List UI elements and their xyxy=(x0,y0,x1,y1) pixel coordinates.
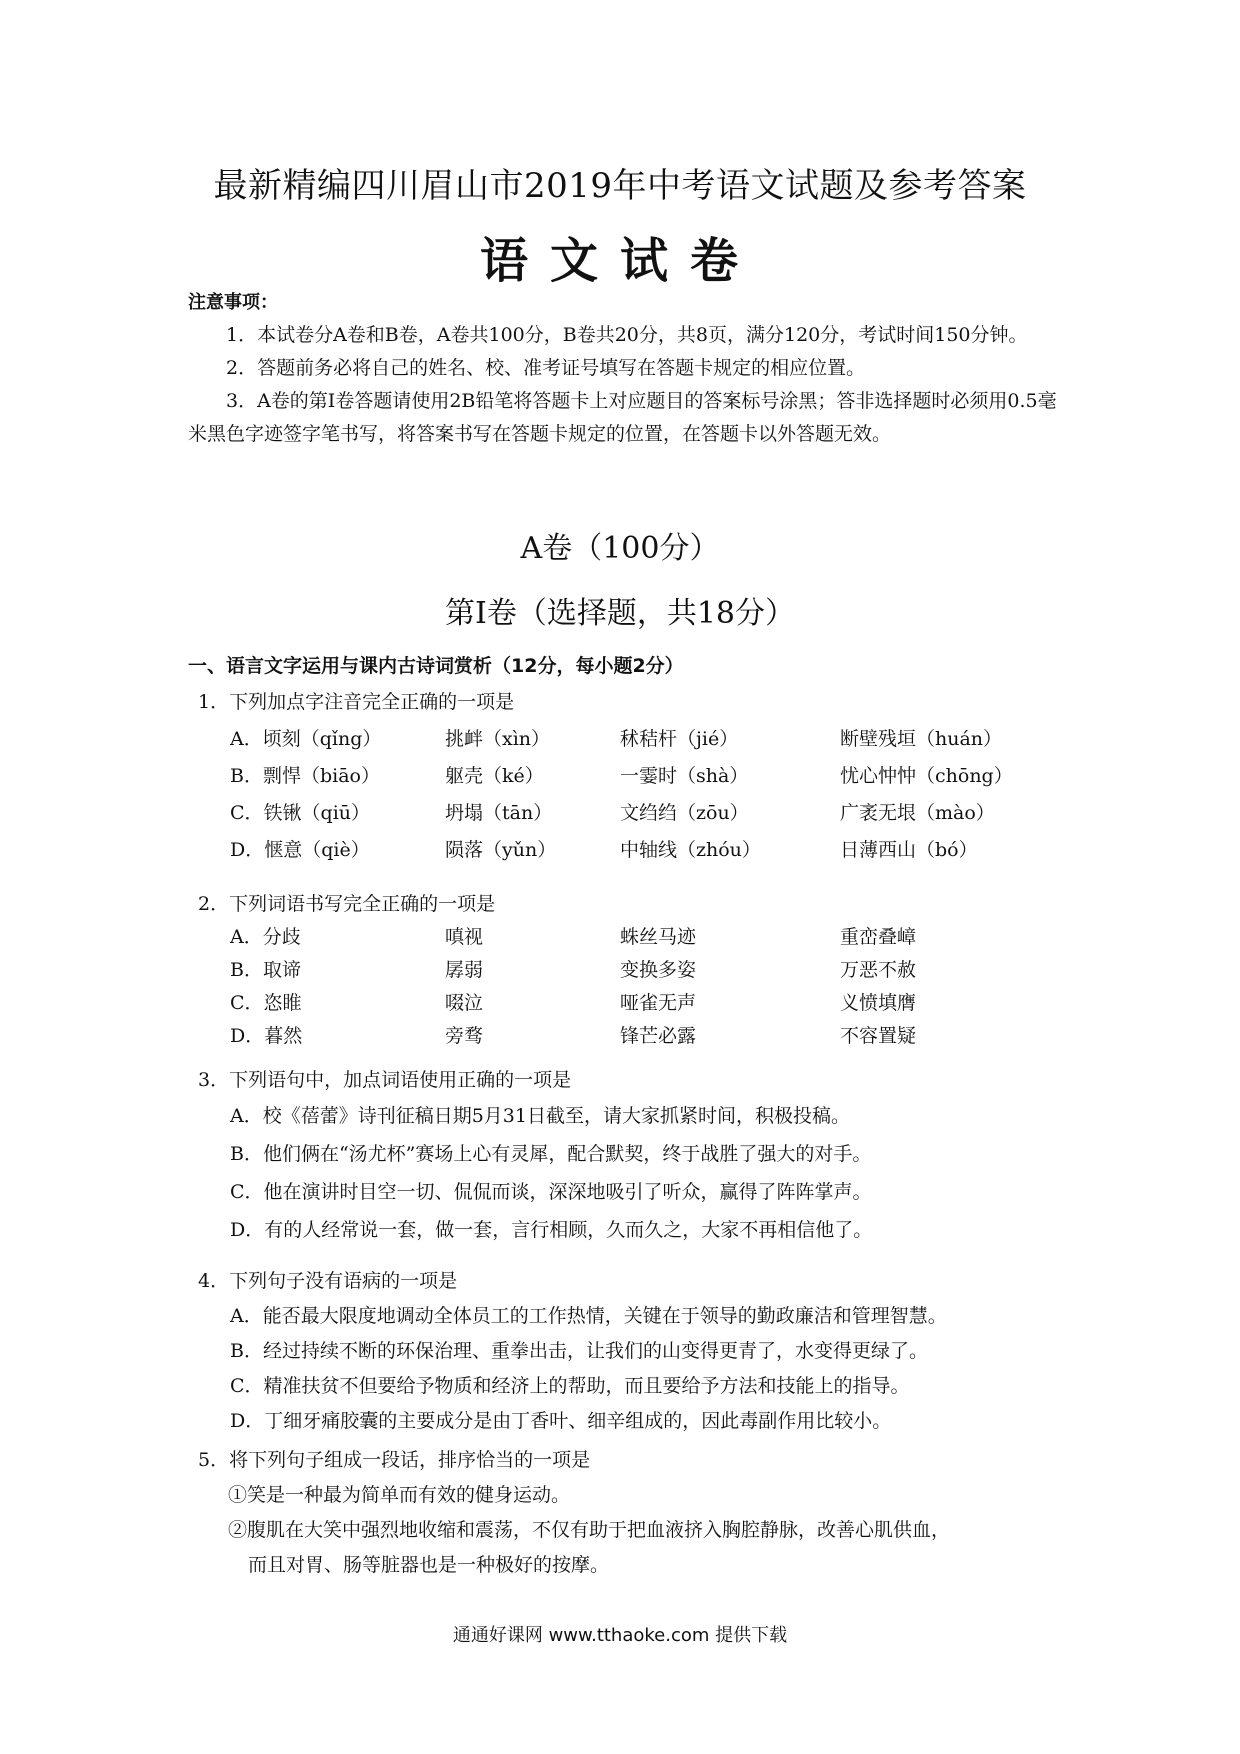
option-cell: C．恣睢 xyxy=(230,992,302,1014)
note-item: 2．答题前务必将自己的姓名、校、准考证号填写在答题卡规定的相应位置。 xyxy=(226,357,866,379)
option-sentence: B．他们俩在“汤尤杯”赛场上心有灵犀，配合默契，终于战胜了强大的对手。 xyxy=(230,1143,872,1165)
paper-title: 语文试卷 xyxy=(479,233,760,289)
option-cell: 义愤填膺 xyxy=(840,992,917,1014)
option-cell: 躯壳（ké） xyxy=(445,765,544,787)
part-one-title: 第Ⅰ卷（选择题，共18分） xyxy=(444,596,796,631)
option-cell: 哑雀无声 xyxy=(620,992,697,1014)
sentence-item: ②腹肌在大笑中强烈地收缩和震荡，不仅有助于把血液挤入胸腔静脉，改善心肌供血， xyxy=(228,1519,951,1541)
question-stem: 5．将下列句子组成一段话，排序恰当的一项是 xyxy=(198,1449,591,1471)
option-cell: 日薄西山（bó） xyxy=(840,839,978,861)
question-stem: 4．下列句子没有语病的一项是 xyxy=(198,1270,458,1292)
document-title: 最新精编四川眉山市2019年中考语文试题及参考答案 xyxy=(213,166,1027,206)
option-cell: 忧心忡忡（chōng） xyxy=(840,765,1013,787)
note-item: 1．本试卷分A卷和B卷，A卷共100分，B卷共20分，共8页，满分120分，考试时间150分钟。 xyxy=(226,324,1028,346)
notes-list xyxy=(188,319,1058,451)
option-cell: 旁骛 xyxy=(445,1025,484,1047)
option-cell: A．顷刻（qǐng） xyxy=(230,728,382,750)
option-sentence: C．精准扶贫不但要给予物质和经济上的帮助，而且要给予方法和技能上的指导。 xyxy=(230,1375,910,1397)
option-sentence: D．丁细牙痛胶囊的主要成分是由丁香叶、细辛组成的，因此毒副作用比较小。 xyxy=(230,1410,892,1432)
question-2 xyxy=(188,888,1058,1053)
option-cell: 万恶不赦 xyxy=(840,959,917,981)
option-cell: 挑衅（xìn） xyxy=(445,728,551,750)
option-cell: 蛛丝马迹 xyxy=(620,926,697,948)
option-cell: C．铁锹（qiū） xyxy=(230,802,371,824)
question-stem: 2．下列词语书写完全正确的一项是 xyxy=(198,893,496,915)
option-cell: 陨落（yǔn） xyxy=(445,839,557,861)
question-5 xyxy=(188,1443,1058,1583)
option-cell: 广袤无垠（mào） xyxy=(840,802,995,824)
option-cell: B．剽悍（biāo） xyxy=(230,765,380,787)
option-cell: A．分歧 xyxy=(230,926,301,948)
option-cell: 嗔视 xyxy=(445,926,484,948)
option-cell: 锋芒必露 xyxy=(620,1025,697,1047)
option-sentence: C．他在演讲时目空一切、侃侃而谈，深深地吸引了听众，赢得了阵阵掌声。 xyxy=(230,1181,872,1203)
sentence-item-continuation: 而且对胃、肠等脏器也是一种极好的按摩。 xyxy=(248,1554,610,1576)
section-a-title: A卷（100分） xyxy=(520,531,720,566)
part-one-heading: 一、语言文字运用与课内古诗词赏析（12分，每小题2分） xyxy=(188,655,684,677)
option-grid xyxy=(230,921,1058,1053)
option-cell: 断壁残垣（huán） xyxy=(840,728,1003,750)
option-cell: 一霎时（shà） xyxy=(620,765,749,787)
option-sentence: A．能否最大限度地调动全体员工的工作热情，关键在于领导的勤政廉洁和管理智慧。 xyxy=(230,1305,947,1327)
option-cell: 啜泣 xyxy=(445,992,484,1014)
option-cell: 孱弱 xyxy=(445,959,484,981)
note-item: 3．A卷的第Ⅰ卷答题请使用2B铅笔将答题卡上对应题目的答案标号涂黑；答非选择题时必须用0.5毫米黑色字迹签字笔书写，将答案书写在答题卡规定的位置，在答题卡以外答题无效。 xyxy=(188,390,1057,445)
option-cell: D．暮然 xyxy=(230,1025,303,1047)
option-cell: 文绉绉（zōu） xyxy=(620,802,749,824)
page-footer: 通通好课网 www.tthaoke.com 提供下载 xyxy=(452,1625,788,1646)
option-cell: 不容置疑 xyxy=(840,1025,917,1047)
option-cell: 秫秸杆（jié） xyxy=(620,728,739,750)
option-cell: 中轴线（zhóu） xyxy=(620,839,761,861)
question-4 xyxy=(188,1264,1058,1439)
sentence-item: ①笑是一种最为简单而有效的健身运动。 xyxy=(228,1484,571,1506)
option-cell: B．取谛 xyxy=(230,959,301,981)
option-sentence: A．校《蓓蕾》诗刊征稿日期5月31日截至，请大家抓紧时间，积极投稿。 xyxy=(230,1105,850,1127)
option-cell: 变换多姿 xyxy=(620,959,697,981)
question-3 xyxy=(188,1064,1058,1249)
question-1 xyxy=(188,686,1058,867)
option-sentence: D．有的人经常说一套，做一套，言行相顾，久而久之，大家不再相信他了。 xyxy=(230,1219,873,1241)
notes-title: 注意事项： xyxy=(188,292,278,313)
option-sentence: B．经过持续不断的环保治理、重拳出击，让我们的山变得更青了，水变得更绿了。 xyxy=(230,1340,928,1362)
option-cell: 坍塌（tān） xyxy=(445,802,553,824)
option-cell: 重峦叠嶂 xyxy=(840,926,917,948)
question-stem: 3．下列语句中，加点词语使用正确的一项是 xyxy=(198,1069,572,1091)
option-cell: D．惬意（qiè） xyxy=(230,839,370,861)
option-grid xyxy=(230,723,1058,867)
question-stem: 1．下列加点字注音完全正确的一项是 xyxy=(198,691,515,713)
